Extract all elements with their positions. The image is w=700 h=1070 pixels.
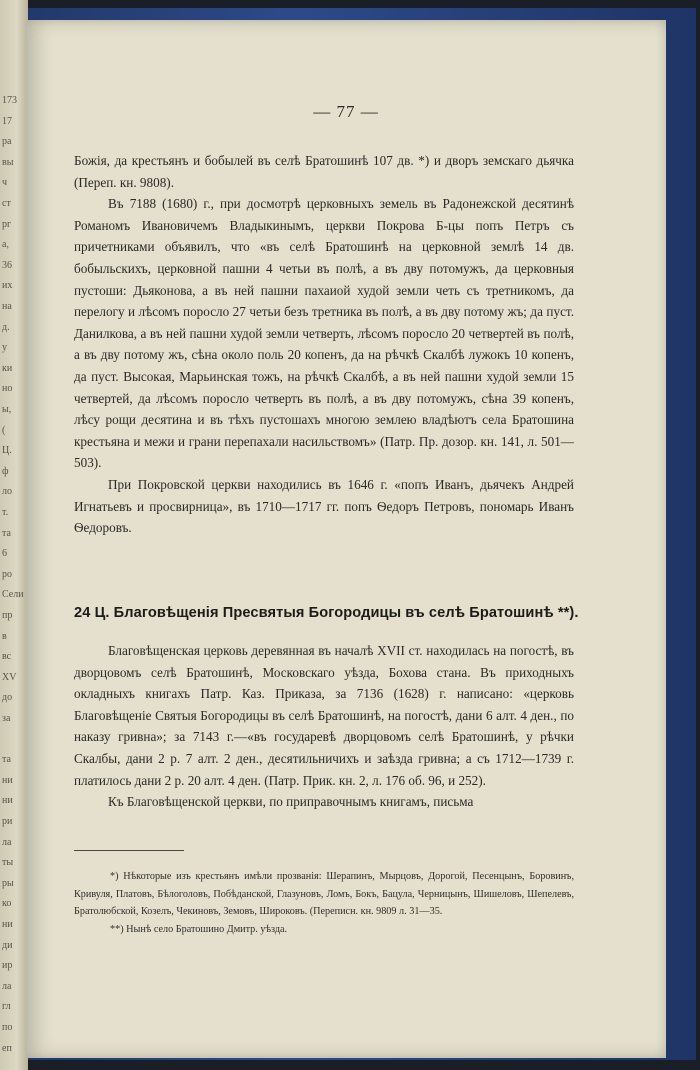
- facing-page-fragment: ра: [2, 136, 12, 148]
- facing-page-fragment: ла: [2, 836, 12, 848]
- facing-page-fragment: ла: [2, 980, 12, 992]
- facing-page-fragment: XV: [2, 671, 17, 683]
- facing-page-fragment: ри: [2, 816, 13, 827]
- facing-page-fragment: Сели: [2, 589, 24, 601]
- footnote-divider: [74, 850, 184, 851]
- facing-page-fragment: рг: [2, 218, 12, 230]
- facing-page-fragment: ни: [2, 795, 13, 807]
- facing-page-fragment: т.: [2, 507, 9, 518]
- paragraph-blagoveshchenskaya: Благовѣщенская церковь деревянная въ началѣ XVII ст. находилась на погостѣ, въ дворцовомъ селѣ Братошинѣ, Московскаго уѣзда, Бохова стана. Въ приходныхъ окладныхъ книгахъ Патр. Каз. Приказа, за 7136 (1628) г. написано: «церковь Благовѣщеніе Святыя Богородицы въ селѣ Братошинѣ, на погостѣ, дани 6 алт. 4 ден., по наказу гривна»; за 7143 г.—«въ государевѣ дворцовомъ селѣ Братошинѣ, у рѣчки Скалбы, дани 2 р. 7 алт. 2 ден., десятильничихъ и заѣзда гривна; а съ 1712—1739 г. платилось дани 2 р. 20 алт. 4 ден. (Патр. Прик. кн. 2, л. 176 об. 96, и 252).: [74, 643, 574, 788]
- facing-page-edge: [0, 0, 28, 1070]
- page-number: — 77 —: [313, 102, 379, 121]
- facing-page-fragment: еп: [2, 1042, 12, 1054]
- facing-page-fragment: в: [2, 630, 7, 642]
- facing-page-fragment: 17: [2, 115, 12, 127]
- facing-page-fragment: а,: [2, 239, 9, 251]
- facing-page-fragment: 6: [2, 548, 7, 560]
- facing-page-fragment: ры: [2, 877, 14, 889]
- facing-page-fragment: ди: [2, 939, 13, 951]
- facing-page-fragment: вс: [2, 651, 12, 663]
- facing-page-fragment: у: [2, 342, 7, 354]
- footnote-2: **) Нынѣ село Братошино Дмитр. уѣзда.: [110, 923, 288, 935]
- facing-page-fragment: но: [2, 383, 13, 395]
- facing-page-fragment: иx: [2, 280, 13, 292]
- facing-page-fragment: ты: [2, 857, 14, 869]
- facing-page-fragment: 36: [2, 259, 12, 271]
- facing-page-fragment: пр: [2, 610, 13, 621]
- facing-page-fragment: ко: [2, 898, 12, 910]
- facing-page-fragment: за: [2, 713, 11, 724]
- paragraph-1680-inspection: Въ 7188 (1680) г., при досмотрѣ церковныхъ земель въ Радонежской десятинѣ Романомъ Ивановичемъ Владыкинымъ, церкви Покрова Б-цы попъ Петръ съ причетниками объявилъ, что «въ селѣ Братошинѣ на церковной землѣ 14 дв. бобыльскихъ, церковной пашни 4 четьи въ полѣ, а въ дву потомужъ, да церковныя пустоши: Дьяконова, а въ ней пашни пахаиой худой земли четь съ третникомъ, да перелогу и лѣсомъ поросло 27 четьи безъ третника въ полѣ, а въ дву потому жъ; да пуст. Данилкова, а въ ней пашни худой земли четверть, лѣсомъ поросло 20 четвертей въ полѣ, а въ дву потому жъ, сѣна около поль 20 копенъ, да на рѣчкѣ Скалбѣ лужокъ 10 копенъ, да пуст. Высокая, Марьинская тожъ, на рѣчкѣ Скалбѣ, а въ ней пашни худой земли 15 четвертей, да лѣсомъ поросло четверть въ полѣ, а въ дву потомужъ, сѣна 39 копенъ, лѣсу рощи десятина и въ тѣхъ пустошахъ многою землею владѣютъ села Братошина крестьяна и межи и грани перепахали насильствомъ» (Патр. Пр. дозор. кн. 141, л. 501—503).: [74, 196, 574, 471]
- paragraph-pokrovskaya-clergy: При Покровской церкви находились въ 1646 г. «попъ Иванъ, дьячекъ Андрей Игнатьевъ и просвирница», въ 1710—1717 гг. попъ Ѳедоръ Петровъ, пономарь Иванъ Ѳедоровъ.: [74, 476, 574, 536]
- facing-page-fragment: 173: [2, 95, 17, 106]
- facing-page-fragment: ло: [2, 486, 12, 498]
- facing-page-fragment: на: [2, 301, 12, 312]
- facing-page-fragment: ро: [2, 568, 12, 580]
- facing-page-fragment: ы,: [2, 404, 12, 415]
- facing-page-fragment: Ц.: [2, 445, 12, 457]
- paragraph-continuation: Божія, да крестьянъ и бобылей въ селѣ Братошинѣ 107 дв. *) и дворъ земскаго дьячка (Переп. кн. 9808).: [74, 153, 574, 190]
- facing-page-fragment: ни: [2, 774, 13, 786]
- facing-page-fragment: гл: [2, 1001, 11, 1013]
- facing-page-fragment: по: [2, 1022, 13, 1033]
- facing-page-fragment: д.: [2, 321, 10, 333]
- facing-page-fragment: вы: [2, 156, 14, 168]
- body-text-bottom: [74, 640, 574, 813]
- footnote-1: *) Нѣкоторые изъ крестьянъ имѣли прозванія: Шерапинъ, Мырцовъ, Дорогой, Песенцынъ, Боровинъ, Кривуля, Платовъ, Бѣлоголовъ, Побѣданской, Глазуновъ, Ломъ, Бокъ, Бацула, Черницынъ, Шишеловъ, Шепелевъ, Братолюбской, Козелъ, Чекиновъ, Земовъ, Широковъ. (Переписн. кн. 9809 л. 31—35.: [74, 871, 574, 917]
- facing-page-fragment: ки: [2, 362, 13, 374]
- paragraph-pripravochnye: Къ Благовѣщенской церкви, по приправочнымъ книгамъ, письма: [108, 794, 474, 810]
- facing-page-fragment: та: [2, 527, 11, 539]
- section-heading: 24 Ц. Благовѣщенія Пресвятыя Богородицы въ селѣ Братошинѣ **).: [74, 605, 579, 621]
- facing-page-fragment: ни: [2, 919, 13, 930]
- facing-page-fragment: ф: [2, 465, 9, 477]
- footnotes: [74, 868, 574, 938]
- book-page: [26, 20, 666, 1058]
- facing-page-fragment: (: [2, 424, 6, 436]
- body-text-top: [74, 150, 574, 539]
- facing-page-fragment: та: [2, 754, 11, 766]
- facing-page-fragment: ч: [2, 177, 8, 189]
- facing-page-fragment: ир: [2, 960, 13, 972]
- facing-page-fragment: до: [2, 692, 13, 704]
- facing-page-fragment: ст: [2, 198, 11, 209]
